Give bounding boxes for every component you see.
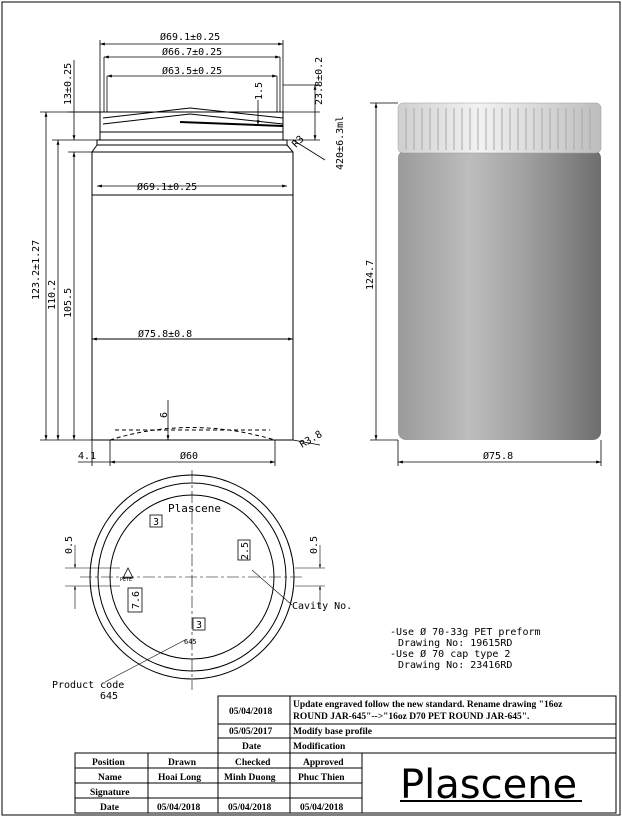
dim-volume: 420±6.3ml bbox=[335, 115, 346, 170]
dim-d75-8-body: Ø75.8±0.8 bbox=[138, 329, 193, 340]
tb-name-approved: Phuc Thien bbox=[298, 773, 345, 783]
jar-render bbox=[398, 103, 601, 440]
tb-row-signature: Signature bbox=[90, 788, 130, 798]
tb-row-date: Date bbox=[100, 803, 119, 813]
rev-header-date: Date bbox=[242, 742, 261, 752]
base-dim-3-bottom: 3 bbox=[196, 620, 203, 631]
product-label-1: Product code bbox=[52, 680, 125, 691]
tb-date-approved: 05/04/2018 bbox=[300, 803, 344, 813]
note-3: -Use Ø 70 cap type 2 bbox=[390, 649, 511, 660]
dim-h13: 13±0.25 bbox=[63, 62, 74, 105]
horizontal-dimensions bbox=[78, 40, 293, 466]
note-1: -Use Ø 70-33g PET preform bbox=[390, 627, 541, 638]
tb-name-checked: Minh Duong bbox=[224, 773, 276, 783]
plascene-logo: Plascene bbox=[400, 762, 578, 808]
rev-mod-1b: ROUND JAR-645"-->"16oz D70 PET ROUND JAR-645". bbox=[293, 712, 530, 722]
rev-mod-1a: Update engraved follow the new standard. Rename drawing "16oz bbox=[293, 700, 563, 710]
base-dim-7-6: 7.6 bbox=[131, 590, 142, 609]
dim-d63-5: Ø63.5±0.25 bbox=[162, 66, 223, 77]
tb-col-checked: Checked bbox=[235, 758, 271, 768]
rev-header-mod: Modification bbox=[293, 742, 346, 752]
dim-h1-5: 1.5 bbox=[254, 81, 265, 100]
dim-d60: Ø60 bbox=[180, 451, 199, 462]
dim-r3-bottom: R3.8 bbox=[298, 429, 325, 451]
rev-date-2: 05/05/2017 bbox=[229, 727, 273, 737]
recycle-label: PETE bbox=[120, 577, 133, 583]
tb-col-position: Position bbox=[92, 758, 125, 768]
product-label-2: 645 bbox=[100, 691, 119, 702]
dim-h123: 123.2±1.27 bbox=[31, 239, 42, 300]
cavity-label: Cavity No. bbox=[292, 601, 353, 612]
dim-d66-7: Ø66.7±0.25 bbox=[162, 47, 223, 58]
tb-date-drawn: 05/04/2018 bbox=[157, 803, 201, 813]
tb-date-checked: 05/04/2018 bbox=[228, 803, 272, 813]
dim-h110: 110.2 bbox=[47, 279, 58, 310]
dim-h124: 124.7 bbox=[365, 259, 376, 290]
tb-col-approved: Approved bbox=[303, 758, 344, 768]
dim-d75-8-right: Ø75.8 bbox=[483, 451, 514, 462]
tb-col-drawn: Drawn bbox=[168, 758, 196, 768]
base-dim-left: 0.5 bbox=[64, 535, 75, 554]
dim-h23: 23.8±0.2 bbox=[314, 56, 325, 105]
rev-date-1: 05/04/2018 bbox=[229, 707, 273, 717]
note-4: Drawing No: 23416RD bbox=[398, 660, 513, 671]
dim-h6: 6 bbox=[159, 411, 170, 418]
rev-mod-2: Modify base profile bbox=[293, 727, 372, 737]
base-brand-engraving: Plascene bbox=[168, 502, 221, 515]
dim-r3-top: R3 bbox=[290, 133, 307, 151]
dim-h105: 105.5 bbox=[63, 287, 74, 318]
note-2: Drawing No: 19615RD bbox=[398, 638, 513, 649]
base-dim-right: 0.5 bbox=[309, 535, 320, 554]
tb-name-drawn: Hoai Long bbox=[158, 773, 202, 783]
base-dim-3-top: 3 bbox=[153, 517, 160, 528]
dim-d69-mid: Ø69.1±0.25 bbox=[137, 182, 198, 193]
front-view bbox=[92, 108, 293, 440]
base-dim-2-5: 2.5 bbox=[240, 541, 251, 560]
product-engraving: 645 bbox=[184, 638, 197, 646]
dim-d69-top: Ø69.1±0.25 bbox=[160, 32, 221, 43]
dim-4-1: 4.1 bbox=[78, 451, 97, 462]
tb-row-name: Name bbox=[98, 773, 122, 783]
